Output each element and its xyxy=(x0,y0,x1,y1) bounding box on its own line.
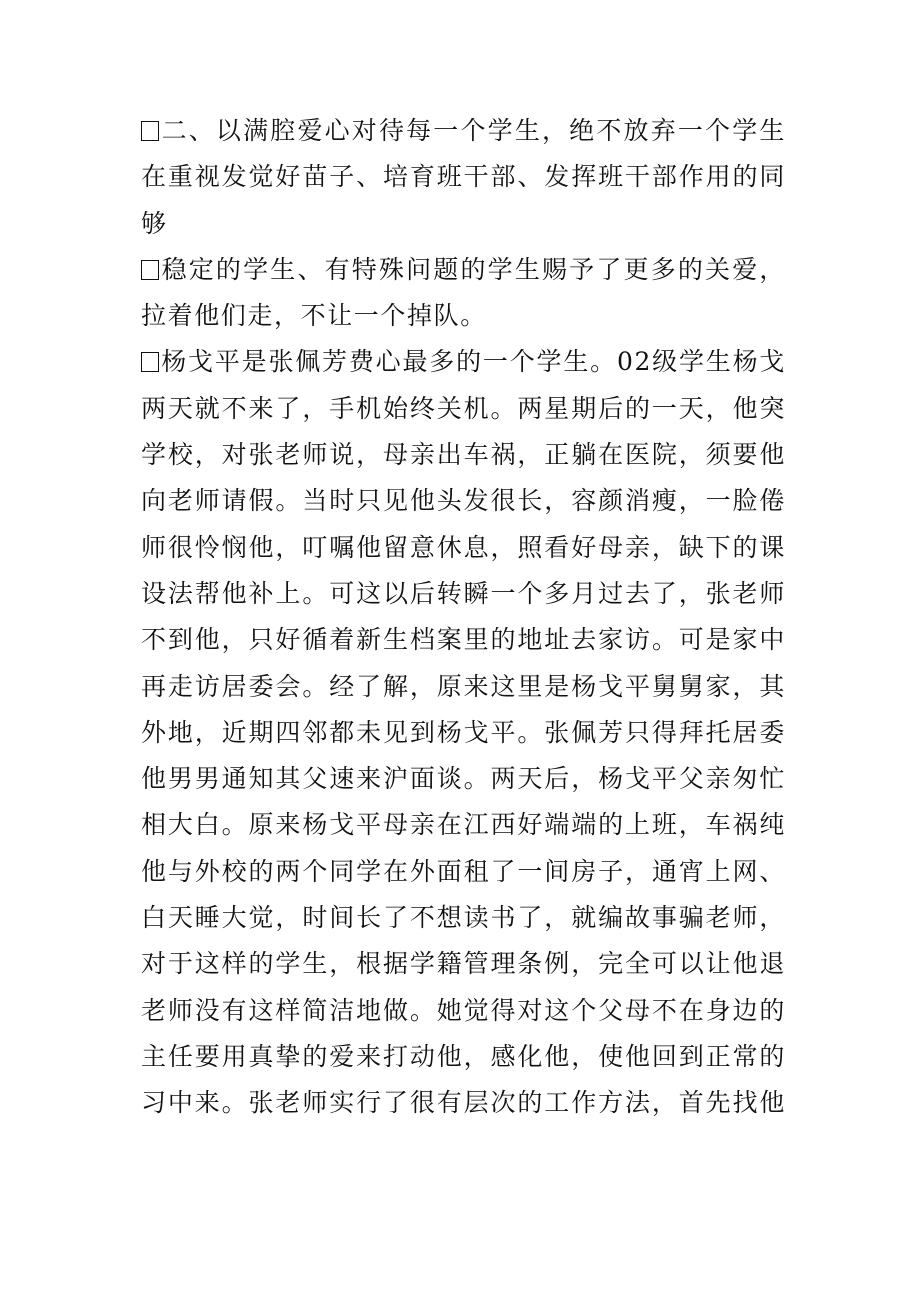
text-line xyxy=(141,432,786,478)
text-line xyxy=(141,849,786,895)
text-line-content: 设法帮他补上。可这以后转瞬一个多月过去了，张老师 xyxy=(141,578,786,608)
text-line-content: 在重视发觉好苗子、培育班干部、发挥班干部作用的同 xyxy=(141,162,786,192)
text-line xyxy=(141,1034,786,1080)
text-line-content: 主任要用真挚的爱来打动他，感化他，使他回到正常的 xyxy=(141,1041,786,1071)
text-line xyxy=(141,664,786,710)
text-line-content: 杨戈平是张佩芳费心最多的一个学生。02级学生杨戈 xyxy=(161,347,786,377)
text-line-content: 不到他，只好循着新生档案里的地址去家访。可是家中 xyxy=(141,625,786,655)
missing-glyph-box xyxy=(141,121,159,141)
text-line xyxy=(141,201,786,247)
text-line-content: 学校，对张老师说，母亲出车祸，正躺在医院，须要他 xyxy=(141,440,786,470)
text-line-content: 对于这样的学生，根据学籍管理条例，完全可以让他退 xyxy=(141,949,786,979)
text-line xyxy=(141,108,786,154)
text-line xyxy=(141,710,786,756)
text-line-content: 老师没有这样简洁地做。她觉得对这个父母不在身边的 xyxy=(141,995,786,1025)
text-line-content: 他男男通知其父速来沪面谈。两天后，杨戈平父亲匆忙 xyxy=(141,764,786,794)
text-line-content: 二、以满腔爱心对待每一个学生，绝不放弃一个学生 xyxy=(161,116,786,145)
text-line xyxy=(141,339,786,385)
text-line xyxy=(141,617,786,663)
text-line xyxy=(141,525,786,571)
text-line xyxy=(141,802,786,848)
text-line xyxy=(141,756,786,802)
text-line-content: 他与外校的两个同学在外面租了一间房子，通宵上网、 xyxy=(141,856,786,886)
text-line-content: 向老师请假。当时只见他头发很长，容颜消瘦，一脸倦 xyxy=(141,486,786,516)
body-text xyxy=(141,108,786,1127)
text-line xyxy=(141,247,786,293)
text-line-content: 再走访居委会。经了解，原来这里是杨戈平舅舅家，其 xyxy=(141,671,786,701)
missing-glyph-box xyxy=(141,260,159,280)
text-line-content: 习中来。张老师实行了很有层次的工作方法，首先找他 xyxy=(141,1088,786,1118)
text-line xyxy=(141,478,786,524)
text-line xyxy=(141,386,786,432)
text-line xyxy=(141,895,786,941)
text-line xyxy=(141,988,786,1034)
text-line xyxy=(141,154,786,200)
text-line xyxy=(141,571,786,617)
text-line-content: 拉着他们走，不让一个掉队。 xyxy=(141,301,487,331)
text-line-content: 外地，近期四邻都未见到杨戈平。张佩芳只得拜托居委 xyxy=(141,717,786,747)
text-line-content: 够 xyxy=(141,208,168,238)
text-line-content: 两天就不来了，手机始终关机。两星期后的一天，他突 xyxy=(141,393,786,423)
text-line-content: 白天睡大觉，时间长了不想读书了，就编故事骗老师， xyxy=(141,903,786,933)
missing-glyph-box xyxy=(141,352,159,372)
text-line-content: 稳定的学生、有特殊问题的学生赐予了更多的关爱， xyxy=(161,254,786,284)
text-line xyxy=(141,293,786,339)
text-line-content: 相大白。原来杨戈平母亲在江西好端端的上班，车祸纯 xyxy=(141,810,786,840)
text-line xyxy=(141,941,786,987)
text-line-content: 师很怜悯他，叮嘱他留意休息，照看好母亲，缺下的课 xyxy=(141,532,786,562)
text-line xyxy=(141,1080,786,1126)
